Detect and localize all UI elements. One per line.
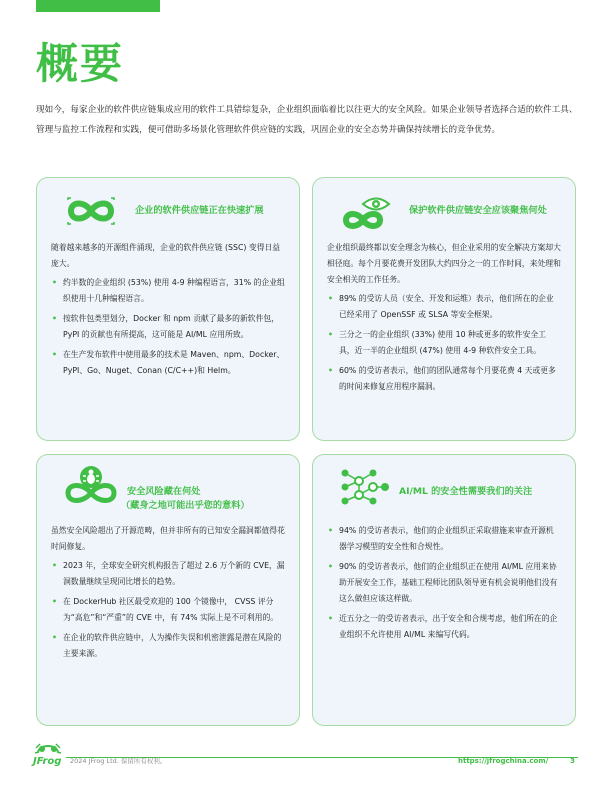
footer-logo-text: JFrog — [33, 756, 62, 767]
list-item: • 94% 的受访者表示，他们的企业组织正采取措施来审查开源机器学习模型的安全性和合规性。 — [327, 523, 561, 555]
page-title: 概要 — [36, 39, 125, 88]
list-item: • 2023 年，全球安全研究机构报告了超过 2.6 万个新的 CVE，漏洞数量继续呈现同比增长的趋势。 — [51, 558, 285, 590]
bullet-list — [51, 275, 285, 379]
card-lead: 企业组织最终都以安全理念为核心，但企业采用的安全解决方案却大相径庭。每个月要花费开发团队大约四分之一的工作时间，来处理和安全相关的工作任务。 — [327, 243, 561, 284]
list-item: • 在 DockerHub 社区最受欢迎的 100 个镜像中， CVSS 评分为“高危”和“严重”的 CVE 中，有 74% 实际上是不可利用的。 — [51, 594, 285, 626]
card-supply-chain-growth — [36, 177, 300, 441]
card-aiml-security — [312, 454, 576, 726]
infinity-icon — [65, 196, 117, 226]
bullet-list — [327, 291, 561, 395]
bug-shield-icon — [65, 463, 117, 511]
card-title: 企业的软件供应链正在快速扩展 — [135, 205, 264, 216]
footer-url-link[interactable]: https://jfrogchina.com/ — [458, 757, 549, 765]
intro-paragraph: 现如今，每家企业的软件供应链集成应用的软件工具错综复杂，企业组织面临着比以往更大的安全风险。如果企业领导者选择合适的软件工具、管理与监控工作流程和实践，便可借助多场景化管理软件供应链的实践，巩固企业的安全态势并确保持续增长的竞争优势。 — [36, 105, 578, 135]
card-lead: 随着越来越多的开源组件涌现，企业的软件供应链 (SSC) 变得日益庞大。 — [51, 243, 281, 268]
eye-infinity-icon — [339, 192, 395, 232]
card-security-focus — [312, 177, 576, 441]
list-item: • 近五分之一的受访者表示，出于安全和合规考虑，他们所在的企业组织不允许使用 AI/ML 来编写代码。 — [327, 611, 561, 643]
list-item: • 90% 的受访者表示，他们的企业组织正在使用 AI/ML 应用来协助开展安全工作，基础工程师比团队领导更有机会说明他们没有这么做但应该这样做。 — [327, 559, 561, 607]
card-lead: 虽然安全风险超出了开源范畴，但并非所有的已知安全漏洞都值得花时间修复。 — [51, 526, 285, 551]
list-item: • 三分之一的企业组织 (33%) 使用 10 种或更多的软件安全工具，近一半的企业组织 (47%) 使用 4-9 种软件安全工具。 — [327, 327, 561, 359]
list-item: • 89% 的受访人员（安全、开发和运维）表示，他们所在的企业已经采用了 OpenSSF 或 SLSA 等安全框架。 — [327, 291, 561, 323]
list-item: • 60% 的受访者表示，他们的团队通常每个月要花费 4 天或更多的时间来修复应用程序漏洞。 — [327, 363, 561, 395]
bullet-list — [327, 523, 561, 643]
page-number: 3 — [570, 757, 575, 765]
top-accent-bar — [36, 0, 160, 12]
list-item: • 在企业的软件供应链中，人为操作失误和机密泄露是潜在风险的主要来源。 — [51, 630, 285, 662]
card-risk-location — [36, 454, 300, 726]
list-item: • 约半数的企业组织 (53%) 使用 4-9 种编程语言，31% 的企业组织使用十几种编程语言。 — [51, 275, 285, 307]
list-item: • 在生产发布软件中使用最多的技术是 Maven、npm、Docker、PyPI、Go、Nuget、Conan (C/C++)和 Helm。 — [51, 347, 285, 379]
footer-copyright: 2024 JFrog Ltd. 保留所有权利。 — [70, 757, 167, 765]
network-icon — [339, 463, 391, 511]
card-title-line1: 安全风险藏在何处 — [127, 486, 201, 497]
list-item: • 按软件包类型划分，Docker 和 npm 贡献了最多的新软件包，PyPI 的贡献也有所提高，这可能是 AI/ML 应用所致。 — [51, 311, 285, 343]
card-title-line2: （藏身之地可能出乎您的意料） — [121, 500, 250, 511]
bullet-list — [51, 558, 285, 662]
card-title: 保护软件供应链安全应该聚焦何处 — [409, 205, 547, 216]
card-title: AI/ML 的安全性需要我们的关注 — [399, 486, 533, 497]
